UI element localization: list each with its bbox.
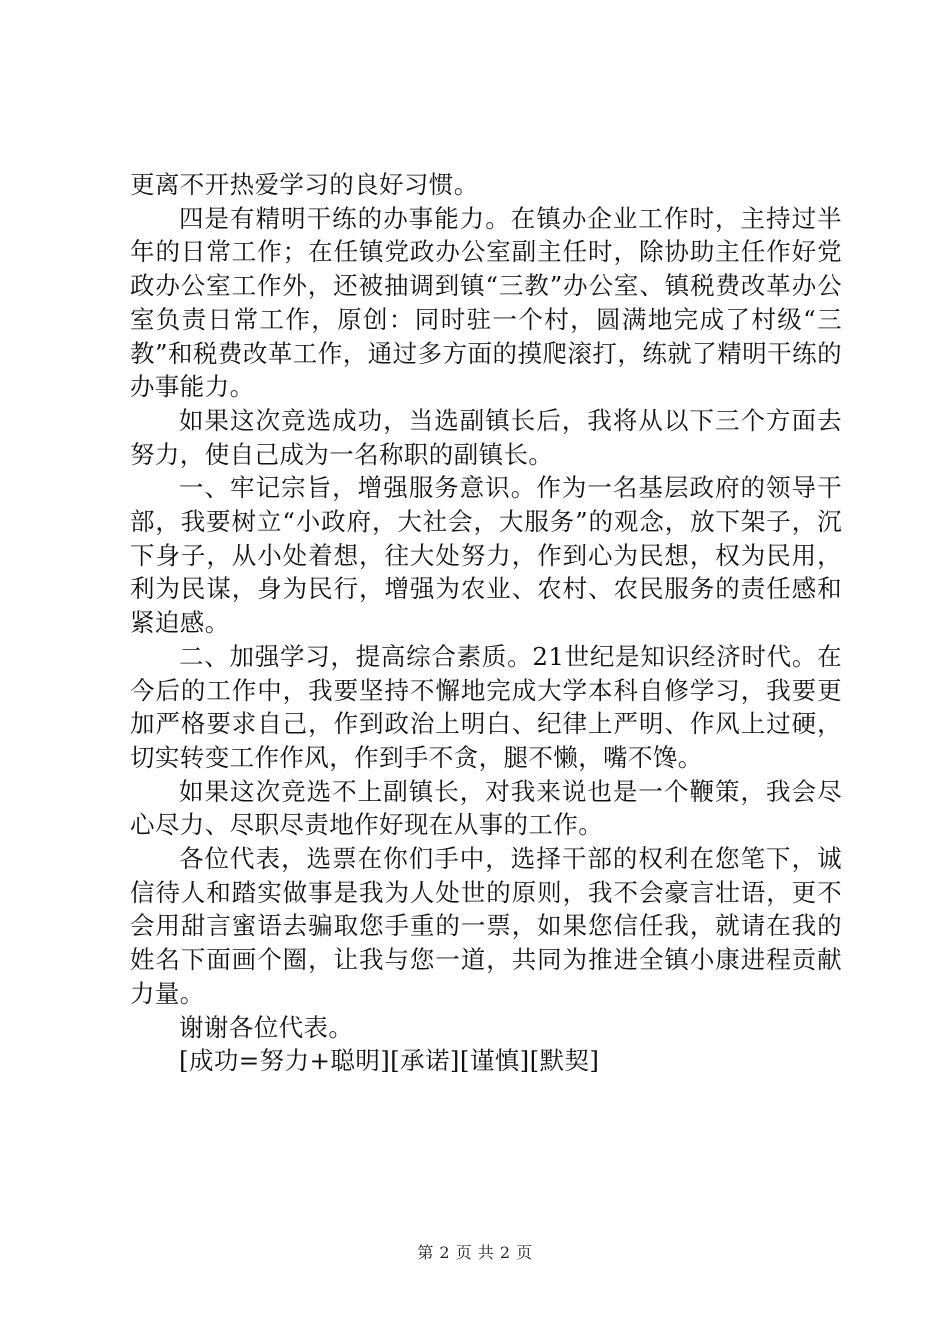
paragraph-6: 如果这次竞选不上副镇长，对我来说也是一个鞭策，我会尽心尽力、尽职尽责地作好现在从事的工作。	[130, 776, 842, 840]
paragraph-7: 各位代表，选票在你们手中，选择干部的权利在您笔下，诚信待人和踏实做事是我为人处世的原则，我不会豪言壮语，更不会用甜言蜜语去骗取您手重的一票，如果您信任我，就请在我的姓名下面画个圈，让我与您一道，共同为推进全镇小康进程贡献力量。	[130, 844, 842, 1008]
paragraph-3: 如果这次竞选成功，当选副镇长后，我将从以下三个方面去努力，使自己成为一名称职的副镇长。	[130, 405, 842, 469]
paragraph-4: 一、牢记宗旨，增强服务意识。作为一名基层政府的领导干部，我要树立“小政府，大社会，大服务”的观念，放下架子，沉下身子，从小处着想，往大处努力，作到心为民想，权为民用，利为民谋，身为民行，增强为农业、农村、农民服务的责任感和紧迫感。	[130, 473, 842, 638]
paragraph-2: 四是有精明干练的办事能力。在镇办企业工作时，主持过半年的日常工作；在任镇党政办公室副主任时，除协助主任作好党政办公室工作外，还被抽调到镇“三教”办公室、镇税费改革办公室负责日常工作，原创：同时驻一个村，圆满地完成了村级“三教”和税费改革工作，通过多方面的摸爬滚打，练就了精明干练的办事能力。	[130, 203, 842, 402]
page-footer: 第 2 页 共 2 页	[417, 1243, 533, 1262]
paragraph-5: 二、加强学习，提高综合素质。21世纪是知识经济时代。在今后的工作中，我要坚持不懈地完成大学本科自修学习，我要更加严格要求自己，作到政治上明白、纪律上严明、作风上过硬，切实转变工作作风，作到手不贪，腿不懒，嘴不馋。	[130, 641, 842, 772]
paragraph-9: [成功=努力+聪明][承诺][谨慎][默契]	[179, 1046, 600, 1076]
paragraph-1: 更离不开热爱学习的良好习惯。	[130, 170, 479, 199]
paragraph-8: 谢谢各位代表。	[179, 1012, 354, 1042]
document-body	[130, 168, 842, 1078]
